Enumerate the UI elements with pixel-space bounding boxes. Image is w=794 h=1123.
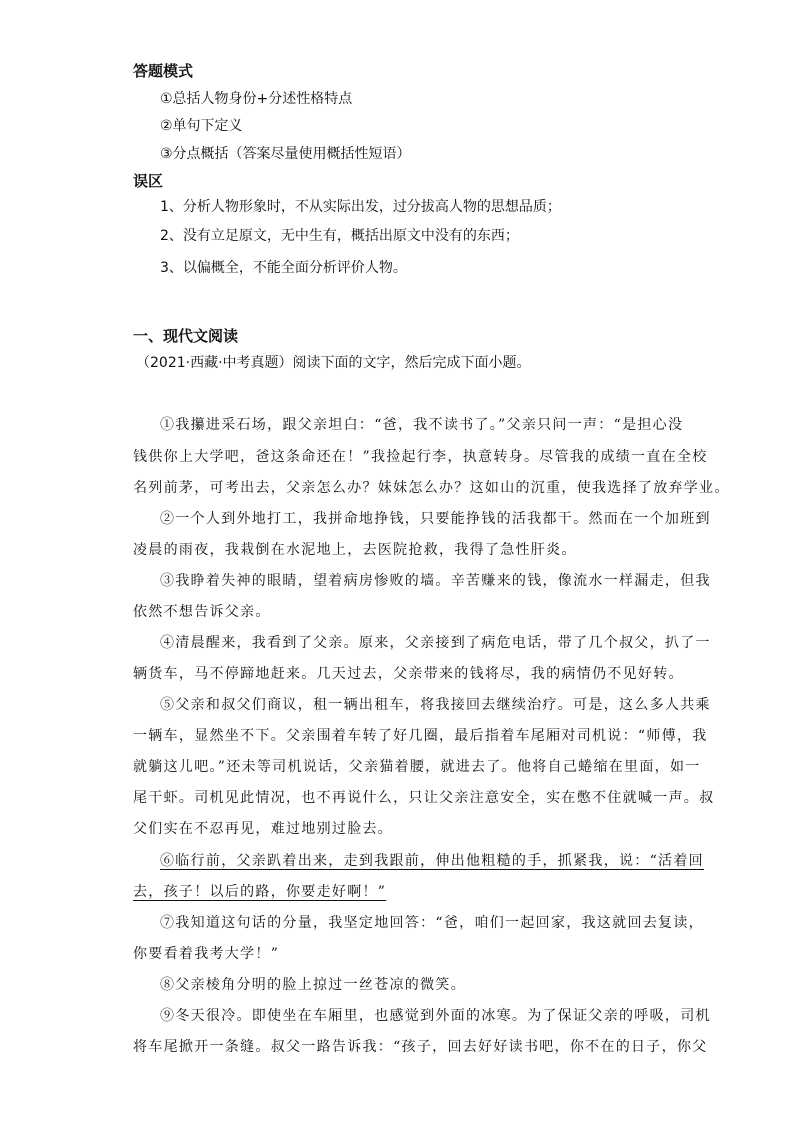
- answer-mode-heading: 答题模式: [133, 62, 194, 80]
- pitfall-item-3: 3、以偏概全，不能全面分析评价人物。: [160, 260, 407, 276]
- answer-mode-item-3: ③分点概括（答案尽量使用概括性短语）: [160, 146, 411, 162]
- article-line: ⑨冬天很冷。即使坐在车厢里，也感觉到外面的冰寒。为了保证父亲的呼吸，司机: [160, 1008, 711, 1024]
- article-line-underlined: 去，孩子！以后的路，你要走好啊！”: [133, 884, 387, 900]
- article-line: 辆货车，马不停蹄地赶来。几天过去，父亲带来的钱将尽，我的病情仍不见好转。: [133, 666, 684, 682]
- pitfall-item-2: 2、没有立足原文，无中生有，概括出原文中没有的东西；: [160, 228, 519, 244]
- article-line: 尾干虾。司机见此情况，也不再说什么，只让父亲注意安全，实在憋不住就喊一声。叔: [133, 790, 715, 806]
- answer-mode-item-1: ①总括人物身份+分述性格特点: [160, 91, 353, 107]
- article-line: ①我攥进采石场，跟父亲坦白：“爸，我不读书了。”父亲只问一声：“是担心没: [160, 417, 684, 433]
- article-line: 将车尾掀开一条缝。叔父一路告诉我：“孩子，回去好好读书吧，你不在的日子，你父: [133, 1039, 708, 1055]
- article-line: 钱供你上大学吧，爸这条命还在！”我捡起行李，执意转身。尽管我的成绩一直在全校: [133, 449, 708, 465]
- article-line-underlined: ⑥临行前，父亲趴着出来，走到我跟前，伸出他粗糙的手，抓紧我，说：“活着回: [160, 853, 704, 869]
- pitfall-item-1: 1、分析人物形象时，不从实际出发，过分拔高人物的思想品质；: [160, 199, 561, 215]
- article-line: 父们实在不忍再见，难过地别过脸去。: [133, 821, 394, 837]
- part-heading: 一、现代文阅读: [133, 327, 239, 345]
- article-line: ⑦我知道这句话的分量，我坚定地回答：“爸，咱们一起回家，我这就回去复读，: [160, 915, 704, 931]
- article-line: ⑤父亲和叔父们商议，租一辆出租车，将我接回去继续治疗。可是，这么多人共乘: [160, 697, 711, 713]
- article-line: ⑧父亲棱角分明的脸上掠过一丝苍凉的微笑。: [160, 977, 466, 993]
- answer-mode-item-2: ②单句下定义: [160, 118, 243, 134]
- article-line: 就躺这儿吧。”还未等司机说话，父亲猫着腰，就进去了。他将自己蜷缩在里面，如一: [133, 759, 701, 775]
- article-line: ③我睁着失神的眼睛，望着病房惨败的墙。辛苦赚来的钱，像流水一样漏走，但我: [160, 573, 711, 589]
- article-line: 名列前茅，可考出去，父亲怎么办？妹妹怎么办？这如山的沉重，使我选择了放弃学业。: [133, 480, 730, 496]
- article-line: 一辆车，显然坐不下。父亲围着车转了好几圈，最后指着车尾厢对司机说：“师傅，我: [133, 728, 708, 744]
- question-source: （2021·西藏·中考真题）阅读下面的文字，然后完成下面小题。: [136, 355, 531, 371]
- article-line: 依然不想告诉父亲。: [133, 604, 271, 620]
- article-line: 你要看着我考大学！”: [133, 946, 280, 962]
- article-line: 凌晨的雨夜，我栽倒在水泥地上，去医院抢救，我得了急性肝炎。: [133, 542, 577, 558]
- article-line: ②一个人到外地打工，我拼命地挣钱，只要能挣钱的活我都干。然而在一个加班到: [160, 511, 711, 527]
- pitfalls-heading: 误区: [133, 172, 164, 190]
- article-line: ④清晨醒来，我看到了父亲。原来，父亲接到了病危电话，带了几个叔父，扒了一: [160, 635, 711, 651]
